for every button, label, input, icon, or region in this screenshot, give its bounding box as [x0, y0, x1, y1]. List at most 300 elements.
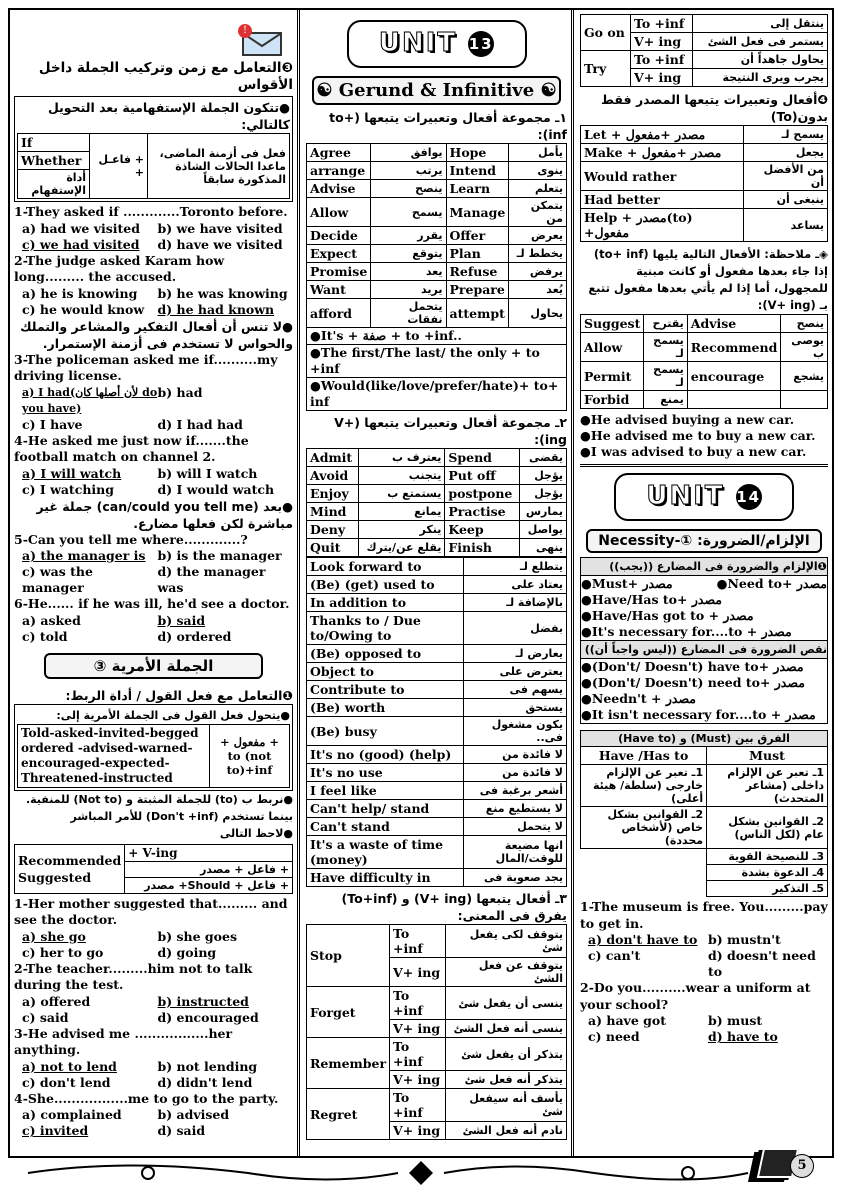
term-cell: Would rather: [581, 162, 744, 191]
meaning-cell: لا يتحمل: [463, 818, 566, 836]
question: 1-Her mother suggested that......... and see the doctor.: [14, 895, 288, 927]
verb-cell: Try: [581, 51, 631, 87]
subheading: ❶الإلزام والضرورة فى المضارع ((يجب)): [581, 558, 827, 576]
option[interactable]: b) he was knowing: [157, 285, 288, 301]
table-row: [581, 362, 828, 391]
meaning-cell: يسهم فى: [463, 681, 566, 699]
table-row: [307, 836, 567, 869]
table-row: [307, 245, 567, 263]
unit-14-banner: [604, 469, 804, 525]
term-cell: I feel like: [307, 782, 464, 800]
note: ●لاحظ التالى: [219, 826, 293, 840]
example: ●He advised buying a new car.: [580, 412, 795, 427]
form-cell: V+ ing: [631, 33, 693, 51]
table-row: [581, 881, 828, 897]
question: 4-He asked me just now if.......the football match on channel 2.: [14, 432, 249, 464]
option[interactable]: c) I watching: [22, 481, 114, 497]
option[interactable]: b) mustn't: [708, 932, 781, 947]
term-cell: Admit: [307, 449, 359, 467]
option[interactable]: a) offered: [22, 993, 91, 1009]
meaning-cell: يؤجل: [520, 485, 567, 503]
term-cell: Promise: [307, 263, 371, 281]
option-correct[interactable]: a) don't have to: [588, 932, 698, 947]
option[interactable]: c) he would know: [22, 301, 145, 317]
term-cell: Look forward to: [307, 558, 464, 576]
option[interactable]: d) doesn't need to: [708, 948, 816, 979]
option[interactable]: c) told: [22, 628, 68, 644]
table-row: [581, 191, 828, 209]
subheading: نقص الضرورة فى المضارع ((ليس واجباً أن)): [581, 640, 827, 659]
meaning-cell: يقلع عن/يترك: [358, 539, 444, 557]
table-row: [307, 281, 567, 299]
form-cell: To +inf: [631, 51, 693, 69]
meaning-cell: يستحق: [463, 699, 566, 717]
yin-yang-icon: ☯: [316, 80, 333, 101]
meaning-change-table: [306, 924, 567, 1140]
form-cell: To +inf: [390, 987, 446, 1020]
term-cell: (Be) worth: [307, 699, 464, 717]
section-title: ❸التعامل مع زمن وتركيب الجملة داخل الأقواس: [38, 60, 293, 93]
option[interactable]: c) her to go: [22, 944, 104, 960]
meaning-cell: يتمكن من: [509, 198, 567, 227]
ing-table: [306, 448, 567, 557]
option[interactable]: a) asked: [22, 612, 81, 628]
table-row: [307, 612, 567, 645]
option[interactable]: b) will I watch: [157, 465, 258, 481]
table-row: [307, 263, 567, 281]
meaning-cell: يقرر: [371, 227, 446, 245]
section-heading: ❹أفعال وتعبيرات يتبعها المصدر فقط بدون(To): [601, 92, 828, 124]
table-title: الفرق بين (Must) و (Have to): [581, 731, 828, 747]
option[interactable]: d) the manager was: [157, 564, 266, 595]
term-cell: (Be) opposed to: [307, 645, 464, 663]
section-heading: ١ـ مجموعة أفعال وتعبيرات يتبعها (to+ inf):: [329, 110, 567, 142]
meaning-cell: يؤجل: [520, 467, 567, 485]
meaning-cell: يمنع: [644, 391, 687, 409]
table-row: [307, 521, 567, 539]
option[interactable]: c) can't: [588, 948, 641, 963]
verb-cell: فعل فى أزمنة الماضى، ماعدا الحالات الشاذة المذكورة سابقاً: [148, 134, 290, 199]
meaning-cell: ينسى أنه فعل الشئ: [446, 1020, 567, 1038]
conversion-table: [17, 133, 290, 199]
page: [8, 8, 834, 1158]
meaning-cell: يتوقع: [371, 245, 446, 263]
table-row: [307, 681, 567, 699]
meaning-cell: يعارض لـ: [463, 645, 566, 663]
rule: ●Must+ مصدر: [581, 576, 673, 591]
table-row: [307, 299, 567, 328]
table-row: [581, 391, 828, 409]
subheading: ●تتكون الجملة الإستفهامية بعد التحويل كالتالي:: [47, 100, 290, 132]
term-cell: Forbid: [581, 391, 644, 409]
verb-cell: Forget: [307, 987, 390, 1038]
form-cell: V+ ing: [390, 1020, 446, 1038]
table-row: [581, 849, 828, 865]
rule: ●It isn't necessary for....to + مصدر: [581, 707, 816, 722]
example: ●I was advised to buy a new car.: [580, 444, 807, 459]
note: ●It's + صفة + to +inf..: [306, 328, 567, 345]
suggested-label: Suggested: [18, 869, 92, 885]
term-cell: Spend: [445, 449, 520, 467]
term-cell: Learn: [446, 180, 509, 198]
option-correct[interactable]: d) have to: [708, 1029, 778, 1044]
goon-try-table: [580, 14, 828, 87]
must-cell: 1ـ تعبر عن الإلزام داخلى (مشاعر المتحدث): [707, 765, 828, 807]
unit-label: UNIT: [378, 28, 458, 58]
table-row: [307, 1089, 567, 1122]
question: 6-He...... if he was ill, he'd see a doctor.: [14, 596, 290, 611]
term-cell: Enjoy: [307, 485, 359, 503]
table-row: [307, 782, 567, 800]
meaning-cell: يتذكر أنه فعل شئ: [446, 1071, 567, 1089]
option[interactable]: d) encouraged: [157, 1009, 259, 1025]
option[interactable]: b) must: [708, 1013, 763, 1028]
table-row: [581, 315, 828, 333]
rule: ●(Don't/ Doesn't) need to+ مصدر: [581, 675, 805, 690]
yin-yang-icon: ☯: [540, 80, 557, 101]
option[interactable]: d) I had had: [157, 416, 243, 432]
meaning-cell: يكون مشغول فى..: [463, 717, 566, 746]
table-row: [307, 198, 567, 227]
meaning-cell: يأسف أنه سيفعل شئ: [446, 1089, 567, 1122]
option[interactable]: b) had: [157, 384, 203, 400]
ing-expressions-table: [306, 557, 567, 887]
recommended-label: Recommended: [18, 852, 122, 868]
meaning-cell: لا فائدة من: [463, 746, 566, 764]
table-row: [307, 699, 567, 717]
meaning-cell: يريد: [371, 281, 446, 299]
table-row: [307, 227, 567, 245]
table-row: [581, 765, 828, 807]
have-to-cell: 1ـ تعبر عن الإلزام خارجى (سلطة/ هيئة أعلى): [581, 765, 707, 807]
question: 1-The museum is free. You.........pay to get in.: [580, 899, 828, 931]
term-cell: Can't help/ stand: [307, 800, 464, 818]
term-cell: Put off: [445, 467, 520, 485]
option-correct[interactable]: a) the manager is: [22, 548, 146, 563]
note: ●بعد (can/could you tell me) جملة غير مباشرة لكن فعلها مضارع.: [36, 498, 293, 531]
unit-label: UNIT: [646, 481, 725, 511]
pattern-row: + فاعل + مصدر: [125, 861, 293, 877]
table-row: [581, 162, 828, 191]
meaning-cell: يسمح: [371, 198, 446, 227]
term-cell: Object to: [307, 663, 464, 681]
meaning-cell: يتحمل نفقات: [371, 299, 446, 328]
note: ◈ـ ملاحظة: الأفعال التالية يليها (to+ inf) إذا جاء بعدها مفعول أو كانت مبنية للمجهول، أما إذا لم يأتي بعدها مفعول تتبع بـ (V+ ing):: [588, 247, 828, 312]
term-cell: (Be) busy: [307, 717, 464, 746]
question: 2-The teacher.........him not to talk during the test.: [14, 960, 253, 992]
term-cell: Contribute to: [307, 681, 464, 699]
footer-ornament: [8, 1158, 834, 1188]
meaning-cell: يتوقف عن فعل الشئ: [446, 958, 567, 987]
option-correct[interactable]: b) said: [157, 612, 206, 628]
if-cell: If: [18, 134, 90, 152]
term-cell: Want: [307, 281, 371, 299]
tool-cell: أداة الإستفهام: [18, 170, 90, 199]
term-cell: Recommend: [687, 333, 781, 362]
meaning-cell: يقترح: [644, 315, 687, 333]
meaning-cell: يجعل: [744, 144, 828, 162]
object-verbs-table: [580, 314, 828, 409]
term-cell: Can't stand: [307, 818, 464, 836]
term-cell: Make + مصدر +مفعول: [581, 144, 744, 162]
meaning-cell: يعترف ب: [358, 449, 444, 467]
term-cell: Avoid: [307, 467, 359, 485]
term-cell: Let + مصدر +مفعول: [581, 126, 744, 144]
table-row: [307, 818, 567, 836]
term-cell: Allow: [581, 333, 644, 362]
term-cell: Refuse: [446, 263, 509, 281]
have-to-cell: [581, 865, 707, 881]
term-cell: Keep: [445, 521, 520, 539]
option-correct[interactable]: c) we had visited: [22, 236, 140, 252]
option[interactable]: b) she goes: [157, 928, 238, 944]
option-correct[interactable]: b) instructed: [157, 993, 249, 1009]
option[interactable]: a) complained: [22, 1107, 122, 1122]
decorative-border: [8, 1158, 834, 1188]
question: 2-The judge asked Karam how long......... the accused.: [14, 252, 225, 284]
meaning-cell: من الأفضل أن: [744, 162, 828, 191]
option[interactable]: d) have we visited: [157, 236, 283, 252]
term-cell: It's no use: [307, 764, 464, 782]
unit-number: 14: [736, 484, 762, 510]
meaning-cell: يخطط لـ: [509, 245, 567, 263]
pattern-row: + فاعل + Should+ مصدر: [125, 877, 293, 893]
term-cell: In addition to: [307, 594, 464, 612]
option[interactable]: b) is the manager: [157, 548, 282, 563]
option[interactable]: a) have got: [588, 1013, 666, 1028]
table-row: [307, 449, 567, 467]
rule: ●Needn't + مصدر: [581, 691, 696, 706]
meaning-cell: ينسى أن يفعل شئ: [446, 987, 567, 1020]
meaning-cell: يسمح لـ: [744, 126, 828, 144]
form-cell: To +inf: [631, 15, 693, 33]
term-cell: Decide: [307, 227, 371, 245]
have-to-cell: [581, 881, 707, 897]
mail-icon: !: [242, 32, 282, 56]
term-cell: afford: [307, 299, 371, 328]
question: 2-Do you..........wear a uniform at your school?: [580, 980, 811, 1012]
question: 3-The policeman asked me if..........my driving license.: [14, 351, 278, 383]
pattern-row: + V-ing: [125, 844, 293, 861]
option-correct[interactable]: c) invited: [22, 1123, 89, 1138]
meaning-cell: بالإضافة لـ: [463, 594, 566, 612]
meaning-cell: ينوى: [509, 162, 567, 180]
term-cell: Permit: [581, 362, 644, 391]
have-to-cell: 2ـ القوانين بشكل خاص (لأشخاص محددة): [581, 807, 707, 849]
table-row: [307, 663, 567, 681]
reported-verbs-table: [17, 724, 290, 788]
header-have-to: Have /Has to: [581, 747, 707, 765]
term-cell: Agree: [307, 144, 371, 162]
question: 5-Can you tell me where.............?: [14, 531, 248, 547]
table-row: [307, 645, 567, 663]
unit-number: 13: [468, 31, 494, 57]
option[interactable]: c) was the manager: [22, 564, 93, 595]
term-cell: Offer: [446, 227, 509, 245]
example: ●He advised me to buy a new car.: [580, 428, 816, 443]
rule: ●Have/Has got to + مصدر: [581, 608, 754, 623]
option[interactable]: c) don't lend: [22, 1074, 111, 1090]
unit-13-banner: [337, 16, 537, 72]
term-cell: Deny: [307, 521, 359, 539]
table-row: [307, 1038, 567, 1071]
option[interactable]: b) advised: [157, 1107, 230, 1122]
meaning-cell: يرفض: [509, 263, 567, 281]
verb-cell: Regret: [307, 1089, 390, 1140]
meaning-cell: [781, 391, 828, 409]
term-cell: It's a waste of time (money): [307, 836, 464, 869]
note: ●لا تنس أن أفعال التفكير والمشاعر والتملك والحواس لا تستخدم فى أزمنة الإستمرار.: [20, 318, 293, 351]
form-cell: V+ ing: [631, 69, 693, 87]
meaning-cell: يتطلع لـ: [463, 558, 566, 576]
meaning-cell: لا فائدة من: [463, 764, 566, 782]
option[interactable]: b) we have visited: [157, 220, 283, 236]
verbs-cell: Told-asked-invited-begged ordered -advised-warned-encouraged-expected-Threatened-instructed: [18, 724, 210, 787]
term-cell: Hope: [446, 144, 509, 162]
lesson-title: [312, 76, 561, 105]
meaning-cell: يسمح لـ: [644, 362, 687, 391]
table-row: [307, 746, 567, 764]
meaning-cell: ينصح: [781, 315, 828, 333]
table-row: [307, 539, 567, 557]
meaning-cell: يعرض: [509, 227, 567, 245]
option[interactable]: b) not lending: [157, 1058, 258, 1074]
verb-cell: Go on: [581, 15, 631, 51]
table-row: [581, 865, 828, 881]
table-row: [307, 869, 567, 887]
meaning-cell: ينتقل إلى: [693, 15, 828, 33]
option[interactable]: d) I would watch: [157, 481, 275, 497]
table-row: [581, 144, 828, 162]
must-cell: 5ـ التذكير: [707, 881, 828, 897]
question: 1-They asked if .............Toronto before.: [14, 204, 288, 219]
term-cell: attempt: [446, 299, 509, 328]
rule: ●Need to+ مصدر: [716, 576, 827, 591]
meaning-cell: يستمر فى فعل الشئ: [693, 33, 828, 51]
table-row: [581, 126, 828, 144]
have-to-cell: [581, 849, 707, 865]
table-row: [307, 717, 567, 746]
form-cell: To +inf: [390, 925, 446, 958]
term-cell: arrange: [307, 162, 371, 180]
meaning-cell: يتذكر أن يفعل شئ: [446, 1038, 567, 1071]
table-row: [581, 51, 828, 69]
table-row: [307, 594, 567, 612]
option-correct[interactable]: a) not to lend: [22, 1058, 117, 1074]
verb-cell: Remember: [307, 1038, 390, 1089]
meaning-cell: يقضى: [520, 449, 567, 467]
option[interactable]: d) ordered: [157, 628, 232, 644]
meaning-cell: يشجع: [781, 362, 828, 391]
term-cell: Help + مصدر(to) +مفعول: [581, 209, 744, 242]
meaning-cell: يستمتع ب: [358, 485, 444, 503]
option-correct[interactable]: a) I had(لأن أصلها كان do you have): [22, 385, 158, 415]
option[interactable]: a) he is knowing: [22, 285, 138, 301]
option-correct[interactable]: a) I will watch: [22, 465, 122, 481]
term-cell: It's no (good) (help): [307, 746, 464, 764]
title-text: Gerund & Infinitive: [338, 80, 535, 101]
option[interactable]: c) I have: [22, 416, 83, 432]
option[interactable]: d) said: [157, 1123, 206, 1138]
meaning-cell: يُعد: [509, 281, 567, 299]
table-row: [581, 807, 828, 849]
term-cell: Finish: [445, 539, 520, 557]
term-cell: Practise: [445, 503, 520, 521]
meaning-cell: يساعد: [744, 209, 828, 242]
meaning-cell: انها مضيعة للوقت/المال: [463, 836, 566, 869]
header-must: Must: [707, 747, 828, 765]
term-cell: Advise: [687, 315, 781, 333]
term-cell: Allow: [307, 198, 371, 227]
table-row: [307, 144, 567, 162]
to-inf-table: [306, 143, 567, 328]
table-row: [581, 333, 828, 362]
column-1: [10, 10, 300, 1156]
table-row: [307, 162, 567, 180]
plus-cell: + فاعـل +: [90, 134, 148, 199]
subheading: ●يتحول فعل القول فى الجملة الأمرية إلى:: [56, 708, 290, 722]
whether-cell: Whether: [18, 152, 90, 170]
meaning-cell: ينبغى أن: [744, 191, 828, 209]
term-cell: (Be) (get) used to: [307, 576, 464, 594]
meaning-cell: يمارس: [520, 503, 567, 521]
option[interactable]: c) said: [22, 1009, 69, 1025]
form-cell: V+ ing: [390, 1122, 446, 1140]
section-heading: ٣ـ أفعال يتبعها (V+ ing) و (To+inf) يفرق فى المعنى:: [341, 891, 567, 923]
meaning-cell: يرتب: [371, 162, 446, 180]
option-correct[interactable]: a) she go: [22, 928, 86, 944]
meaning-cell: ينصح: [371, 180, 446, 198]
form-cell: V+ ing: [390, 958, 446, 987]
meaning-cell: بفضل: [463, 612, 566, 645]
term-cell: Quit: [307, 539, 359, 557]
section-box-title: ③ الجملة الأمرية: [44, 653, 263, 679]
table-row: [307, 467, 567, 485]
question: 4-She.................me to go to the party.: [14, 1090, 279, 1106]
meaning-cell: يواصل: [520, 521, 567, 539]
meaning-cell: ينهى: [520, 539, 567, 557]
form-cell: To +inf: [390, 1089, 446, 1122]
table-row: [307, 180, 567, 198]
term-cell: Advise: [307, 180, 371, 198]
option[interactable]: d) going: [157, 944, 217, 960]
term-cell: Prepare: [446, 281, 509, 299]
table-row: [307, 925, 567, 958]
table-row: [581, 15, 828, 33]
table-row: [307, 764, 567, 782]
meaning-cell: يوافق: [371, 144, 446, 162]
meaning-cell: نادم أنه فعل الشئ: [446, 1122, 567, 1140]
term-cell: Thanks to / Due to/Owing to: [307, 612, 464, 645]
option[interactable]: c) need: [588, 1029, 640, 1044]
meaning-cell: لا يستطيع منع: [463, 800, 566, 818]
lesson-title: الإلزام/الضرورة: ①-Necessity: [586, 529, 822, 553]
column-3: [576, 10, 832, 1156]
must-cell: 4ـ الدعوة بشدة: [707, 865, 828, 881]
term-cell: Manage: [446, 198, 509, 227]
term-cell: encourage: [687, 362, 781, 391]
option[interactable]: d) didn't lend: [157, 1074, 253, 1090]
meaning-cell: أشعر برغبة فى: [463, 782, 566, 800]
must-cell: 2ـ القوانين بشكل عام (لكل الناس): [707, 807, 828, 849]
option-correct[interactable]: d) he had known: [157, 301, 275, 317]
option[interactable]: a) had we visited: [22, 220, 140, 236]
table-row: [307, 987, 567, 1020]
meaning-cell: يتجنب: [358, 467, 444, 485]
meaning-cell: يحاول جاهداً أن: [693, 51, 828, 69]
subheading: ❶التعامل مع فعل القول / أداة الربط:: [65, 687, 293, 703]
meaning-cell: يسمح لـ: [644, 333, 687, 362]
